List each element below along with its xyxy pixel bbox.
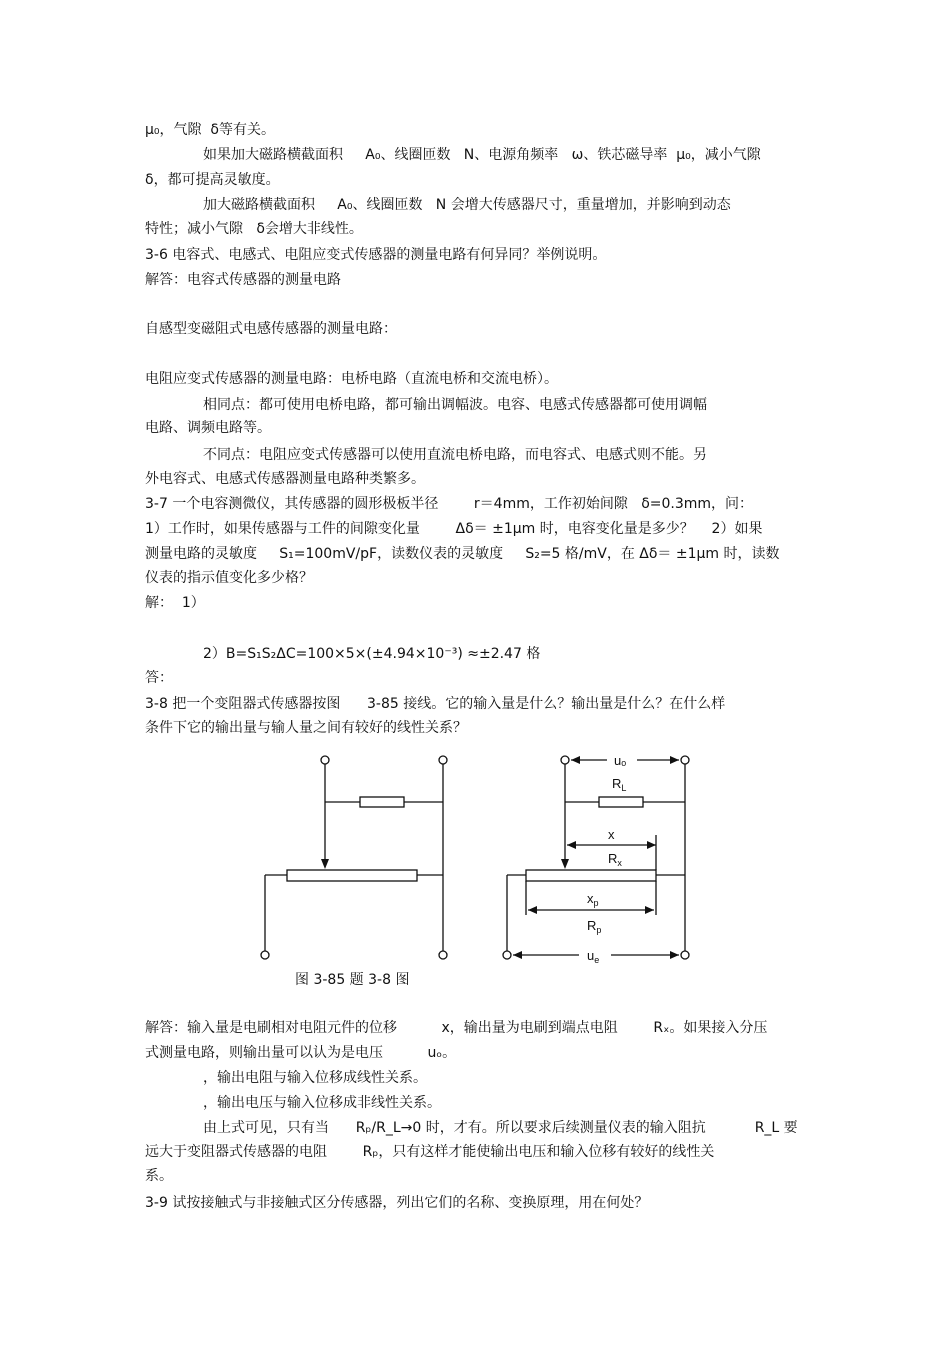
figure-3-85 bbox=[0, 745, 950, 1005]
text-line: 解： 1） bbox=[145, 595, 205, 611]
wiper-arrow-icon bbox=[321, 859, 329, 869]
arrowhead-icon bbox=[513, 951, 522, 959]
text-line: 自感型变磁阻式电感传感器的测量电路： bbox=[145, 321, 397, 337]
question-heading: 3-9 试按接触式与非接触式区分传感器，列出它们的名称、变换原理，用在何处？ bbox=[145, 1195, 649, 1211]
question-heading: 3-7 一个电容测微仪，其传感器的圆形极板半径 r＝4mm，工作初始间隙 δ=0.3mm，问： bbox=[145, 496, 754, 512]
load-resistor-rl bbox=[599, 797, 643, 807]
terminal bbox=[503, 951, 511, 959]
text-line: δ，都可提高灵敏度。 bbox=[145, 172, 280, 188]
label-ue: $u_e$ bbox=[587, 948, 600, 965]
equation-line: 2）B=S₁S₂ΔC=100×5×(±4.94×10⁻³) ≈±2.47 格 bbox=[203, 646, 541, 662]
arrowhead-icon bbox=[647, 841, 656, 849]
arrowhead-icon bbox=[670, 756, 679, 764]
arrowhead-icon bbox=[567, 841, 576, 849]
text-line: 式测量电路，则输出量可以认为是电压 uₒ。 bbox=[145, 1045, 457, 1061]
text-line: 答： bbox=[145, 670, 173, 686]
text-line: 特性；减小气隙 δ会增大非线性。 bbox=[145, 221, 363, 237]
text-line: 测量电路的灵敏度 S₁=100mV/pF，读数仪表的灵敏度 S₂=5 格/mV，在 Δδ＝ ±1μm 时，读数 bbox=[145, 546, 780, 562]
text-line: 由上式可见，只有当 Rₚ/R_L→0 时，才有。所以要求后续测量仪表的输入阻抗 R_L 要 bbox=[203, 1120, 798, 1136]
terminal bbox=[261, 951, 269, 959]
text-line: 条件下它的输出量与输人量之间有较好的线性关系？ bbox=[145, 720, 467, 736]
arrowhead-icon bbox=[528, 906, 537, 914]
terminal bbox=[681, 756, 689, 764]
label-rx: $R_x$ bbox=[608, 851, 622, 868]
question-heading: 3-8 把一个变阻器式传感器按图 3-85 接线。它的输入量是什么？输出量是什么？在什么样 bbox=[145, 696, 726, 712]
text-line: 1）工作时，如果传感器与工件的间隙变化量 Δδ＝ ±1μm 时，电容变化量是多少？ 2）如果 bbox=[145, 521, 763, 537]
potentiometer-element bbox=[526, 870, 656, 881]
arrowhead-icon bbox=[571, 756, 580, 764]
text-line: 不同点：电阻应变式传感器可以使用直流电桥电路，而电容式、电感式则不能。另 bbox=[203, 447, 707, 463]
text-line: 相同点：都可使用电桥电路，都可输出调幅波。电容、电感式传感器都可使用调幅 bbox=[203, 397, 707, 413]
text-line: 电阻应变式传感器的测量电路：电桥电路（直流电桥和交流电桥）。 bbox=[145, 371, 558, 387]
potentiometer-element bbox=[287, 870, 417, 881]
text-line: 远大于变阻器式传感器的电阻 Rₚ，只有这样才能使输出电压和输入位移有较好的线性关 bbox=[145, 1144, 715, 1160]
terminal bbox=[439, 756, 447, 764]
text-line: ，输出电阻与输入位移成线性关系。 bbox=[203, 1070, 427, 1086]
arrowhead-icon bbox=[645, 906, 654, 914]
terminal bbox=[681, 951, 689, 959]
text-line: 如果加大磁路横截面积 A₀、线圈匝数 N、电源角频率 ω、铁芯磁导率 μ₀，减小气隙 bbox=[203, 147, 761, 163]
text-line: 解答：电容式传感器的测量电路 bbox=[145, 272, 341, 288]
text-line: μ₀，气隙 δ等有关。 bbox=[145, 122, 275, 138]
terminal bbox=[561, 756, 569, 764]
arrowhead-icon bbox=[670, 951, 679, 959]
figure-caption: 图 3-85 题 3-8 图 bbox=[295, 972, 410, 988]
label-rl: $R_L$ bbox=[612, 776, 627, 793]
text-line: 加大磁路横截面积 A₀、线圈匝数 N 会增大传感器尺寸，重量增加，并影响到动态 bbox=[203, 197, 731, 213]
text-line: 外电容式、电感式传感器测量电路种类繁多。 bbox=[145, 471, 425, 487]
wiper-arrow-icon bbox=[561, 859, 569, 869]
text-line: ，输出电压与输入位移成非线性关系。 bbox=[203, 1095, 441, 1111]
text-line: 仪表的指示值变化多少格？ bbox=[145, 570, 313, 586]
text-line: 系。 bbox=[145, 1168, 173, 1184]
label-rp: $R_p$ bbox=[587, 918, 602, 935]
text-line: 电路、调频电路等。 bbox=[145, 420, 271, 436]
question-heading: 3-6 电容式、电感式、电阻应变式传感器的测量电路有何异同？举例说明。 bbox=[145, 247, 607, 263]
label-xp: $x_p$ bbox=[587, 891, 599, 908]
load-resistor bbox=[360, 797, 404, 807]
terminal bbox=[321, 756, 329, 764]
text-line: 解答：输入量是电刷相对电阻元件的位移 x，输出量为电刷到端点电阻 Rₓ。如果接入分压 bbox=[145, 1020, 768, 1036]
label-uo: uₒ bbox=[614, 753, 627, 768]
label-x: x bbox=[608, 827, 615, 842]
terminal bbox=[439, 951, 447, 959]
